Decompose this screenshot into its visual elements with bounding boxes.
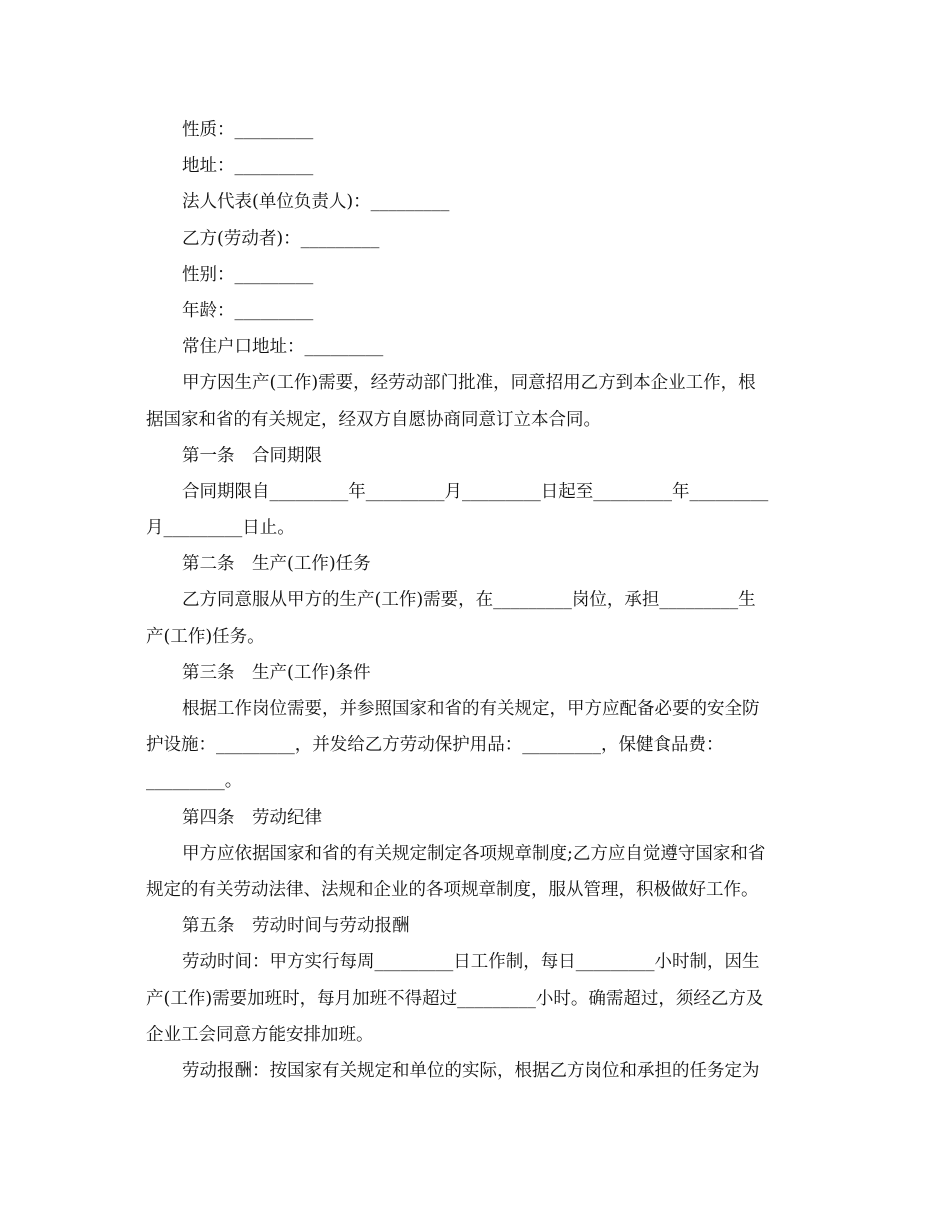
field-legal-representative: 法人代表(单位负责人)：_________ — [182, 192, 450, 213]
field-address: 地址：_________ — [182, 156, 314, 177]
article-5-heading: 第五条 劳动时间与劳动报酬 — [182, 916, 410, 937]
article-4-body-line-2: 规定的有关劳动法律、法规和企业的各项规章制度，服从管理，积极做好工作。 — [146, 879, 759, 900]
preamble-line-1: 甲方因生产(工作)需要，经劳动部门批准，同意招用乙方到本企业工作，根 — [182, 373, 756, 394]
article-1-body-line-1: 合同期限自_________年_________月_________日起至_________年_________ — [182, 481, 769, 502]
article-5-hours-line-2: 产(工作)需要加班时，每月加班不得超过_________小时。确需超过，须经乙方及 — [146, 988, 764, 1009]
article-5-hours-line-3: 企业工会同意方能安排加班。 — [146, 1024, 374, 1045]
article-3-heading: 第三条 生产(工作)条件 — [182, 662, 371, 683]
article-2-body-line-1: 乙方同意服从甲方的生产(工作)需要，在_________岗位，承担_________生 — [182, 590, 756, 611]
preamble-line-2: 据国家和省的有关规定，经双方自愿协商同意订立本合同。 — [146, 409, 601, 430]
article-4-body-line-1: 甲方应依据国家和省的有关规定制定各项规章制度;乙方应自觉遵守国家和省 — [182, 843, 766, 864]
article-5-hours-line-1: 劳动时间：甲方实行每周_________日工作制，每日_________小时制，因生 — [182, 952, 760, 973]
article-1-heading: 第一条 合同期限 — [182, 445, 322, 466]
field-party-b: 乙方(劳动者)：_________ — [182, 228, 380, 249]
article-4-heading: 第四条 劳动纪律 — [182, 807, 322, 828]
article-3-body-line-3: _________。 — [146, 771, 243, 792]
article-2-body-line-2: 产(工作)任务。 — [146, 626, 265, 647]
field-nature: 性质：_________ — [182, 120, 314, 140]
article-2-heading: 第二条 生产(工作)任务 — [182, 554, 371, 575]
field-registered-address: 常住户口地址：_________ — [182, 337, 384, 358]
article-3-body-line-1: 根据工作岗位需要，并参照国家和省的有关规定，甲方应配备必要的安全防 — [182, 699, 760, 719]
document-page — [146, 112, 808, 1089]
article-1-body-line-2: 月_________日止。 — [146, 518, 295, 539]
article-3-body-line-2: 护设施：_________，并发给乙方劳动保护用品：_________，保健食品费： — [146, 735, 724, 756]
field-age: 年龄：_________ — [182, 300, 314, 321]
field-gender: 性别：_________ — [182, 264, 314, 285]
article-5-pay-line-1: 劳动报酬：按国家有关规定和单位的实际，根据乙方岗位和承担的任务定为 — [182, 1060, 760, 1081]
